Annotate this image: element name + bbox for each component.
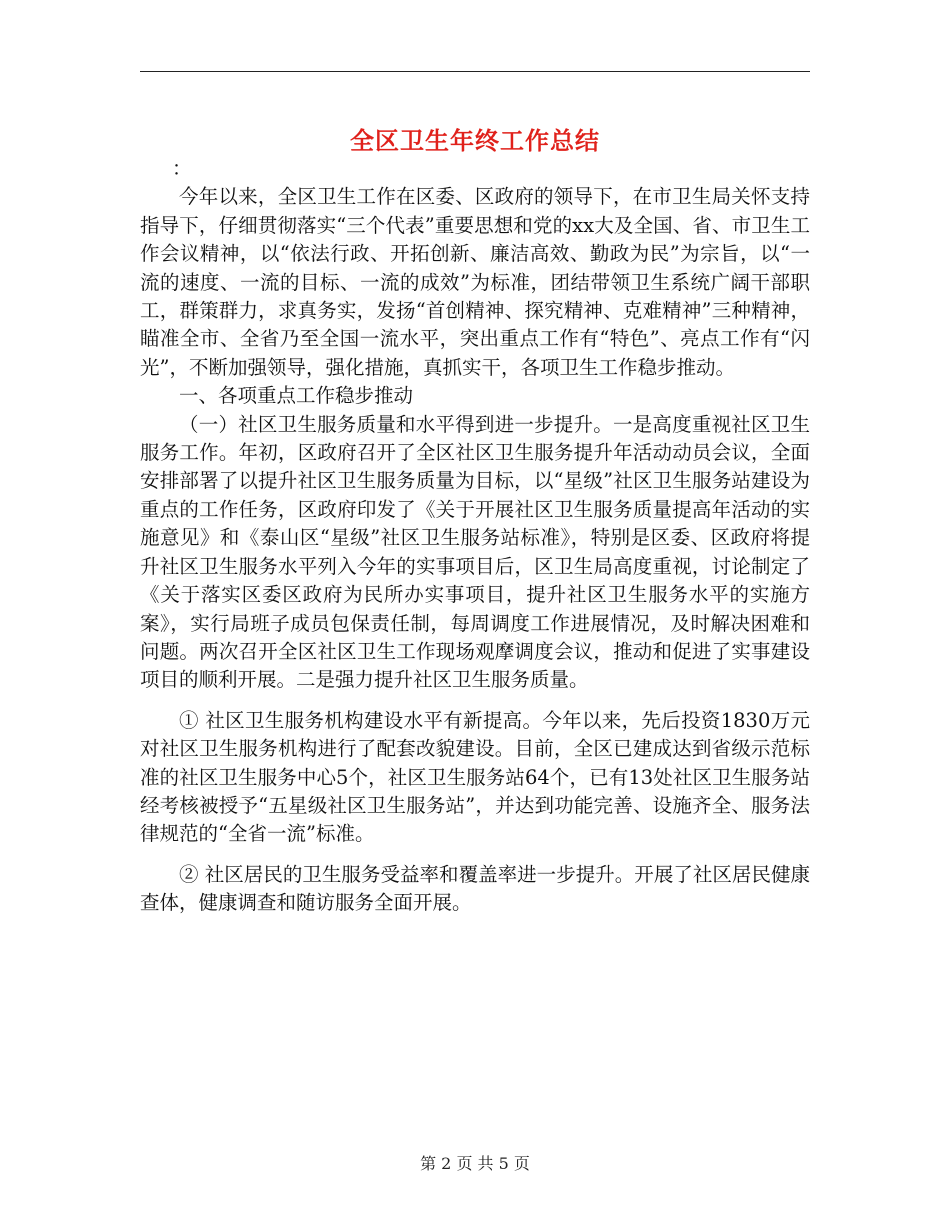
paragraph-intro: 今年以来，全区卫生工作在区委、区政府的领导下，在市卫生局关怀支持指导下，仔细贯彻落实“三个代表”重要思想和党的xx大及全国、省、市卫生工作会议精神，以“依法行政、开拓创新、廉洁高效、勤政为民”为宗旨，以“一流的速度、一流的目标、一流的成效”为标准，团结带领卫生系统广阔干部职工，群策群力，求真务实，发扬“首创精神、探究精神、克难精神”三种精神，瞄准全市、全省乃至全国一流水平，突出重点工作有“特色”、亮点工作有“闪光”，不断加强领导，强化措施，真抓实干，各项卫生工作稳步推动。 xyxy=(140,185,810,379)
header-rule xyxy=(140,71,810,72)
document-title: 全区卫生年终工作总结 xyxy=(350,126,600,156)
document-body xyxy=(140,155,810,918)
section-heading-1: 一、各项重点工作稳步推动 xyxy=(179,384,414,408)
colon-line: ： xyxy=(172,157,192,180)
paragraph-item-1: ① 社区卫生服务机构建设水平有新提高。今年以来，先后投资1830万元对社区卫生服务机构进行了配套改貌建设。目前，全区已建成达到省级示范标准的社区卫生服务中心5个，社区卫生服务站64个，已有13处社区卫生服务站经考核被授予“五星级社区卫生服务站”，并达到功能完善、设施齐全、服务法律规范的“全省一流”标准。 xyxy=(140,708,810,846)
page-number: 第 2 页 共 5 页 xyxy=(420,1154,530,1173)
paragraph-community-health: （一）社区卫生服务质量和水平得到进一步提升。一是高度重视社区卫生服务工作。年初，区政府召开了全区社区卫生服务提升年活动动员会议，全面安排部署了以提升社区卫生服务质量为目标，以“星级”社区卫生服务站建设为重点的工作任务，区政府印发了《关于开展社区卫生服务质量提高年活动的实施意见》和《泰山区“星级”社区卫生服务站标准》，特别是区委、区政府将提升社区卫生服务水平列入今年的实事项目后，区卫生局高度重视，讨论制定了《关于落实区委区政府为民所办实事项目，提升社区卫生服务水平的实施方案》，实行局班子成员包保责任制，每周调度工作进展情况，及时解决困难和问题。两次召开全区社区卫生工作现场观摩调度会议，推动和促进了实事建设项目的顺利开展。二是强力提升社区卫生服务质量。 xyxy=(140,412,810,692)
paragraph-item-2: ② 社区居民的卫生服务受益率和覆盖率进一步提升。开展了社区居民健康查体，健康调查和随访服务全面开展。 xyxy=(140,862,810,915)
